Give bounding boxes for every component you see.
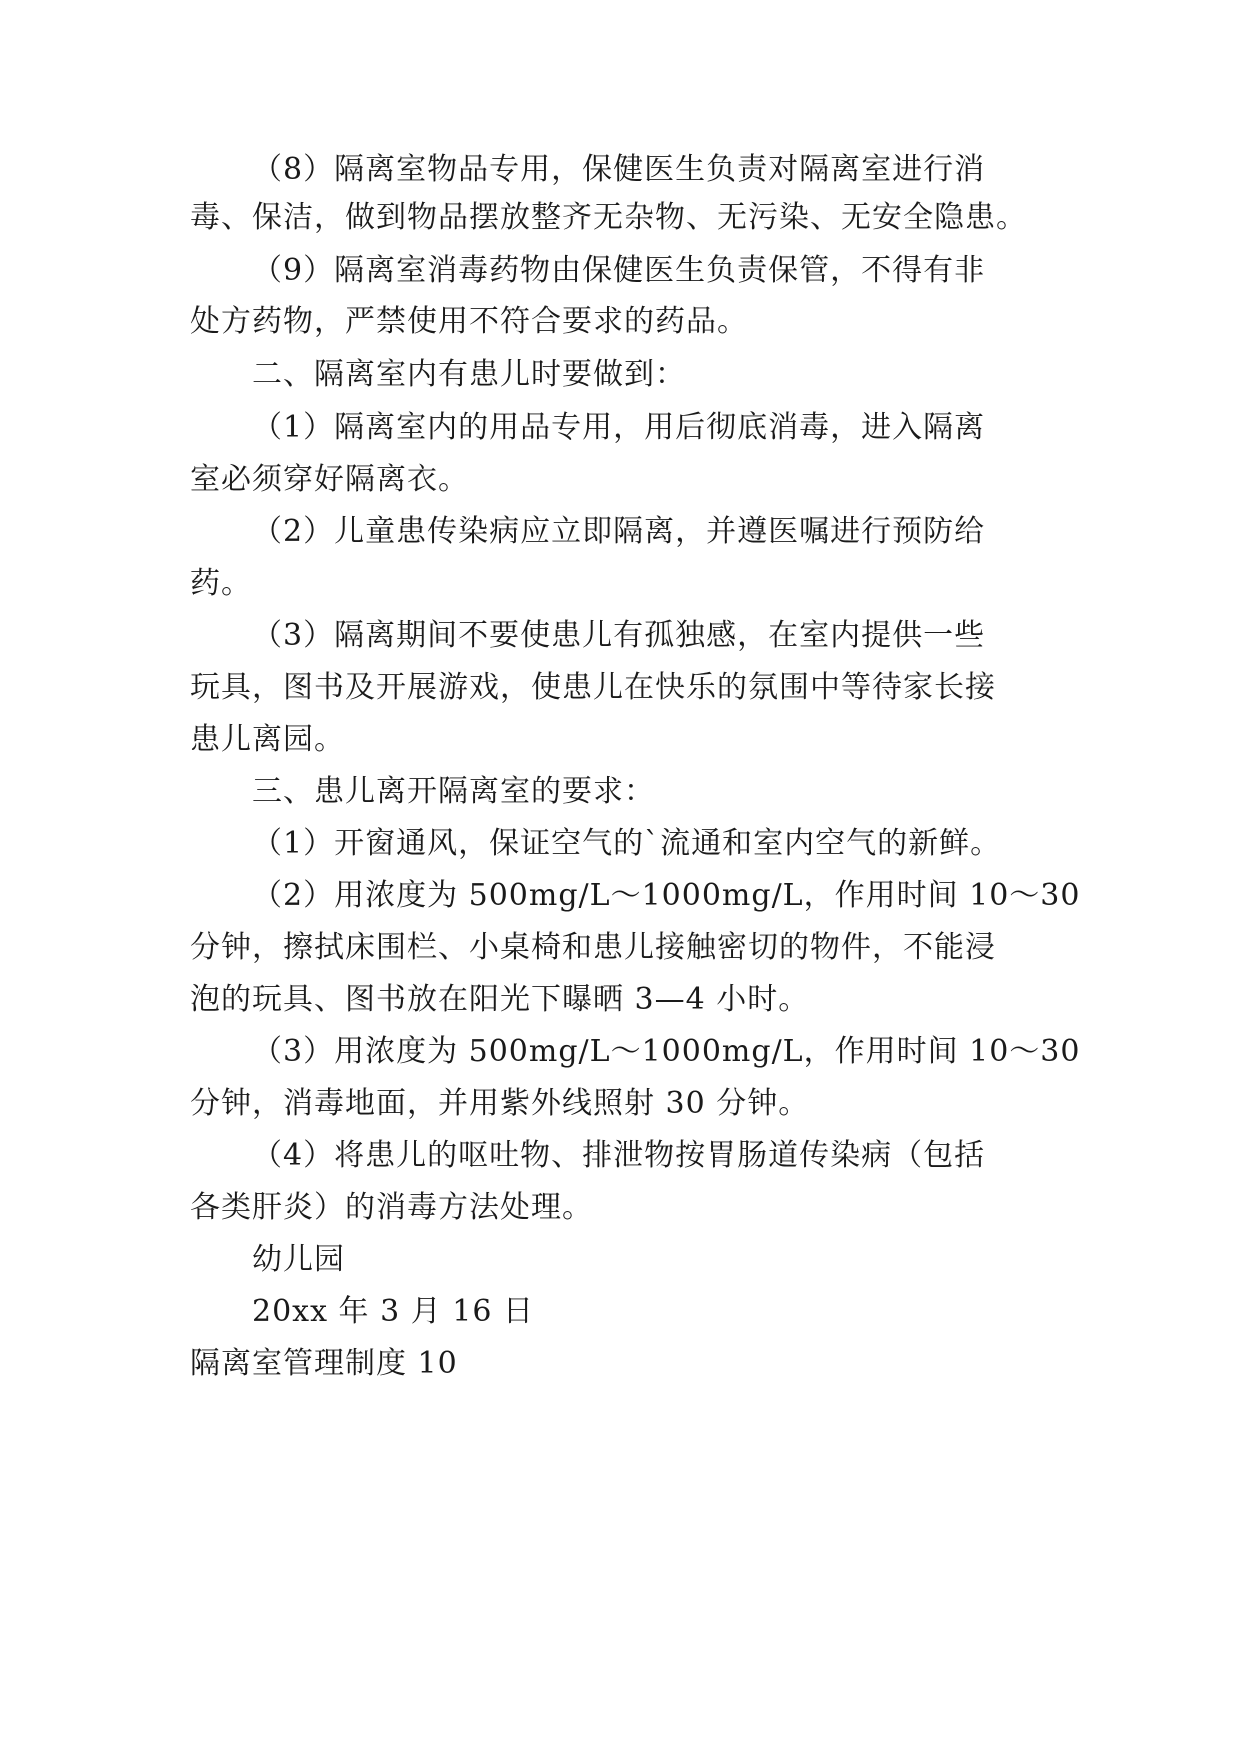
paragraph-line: 玩具，图书及开展游戏，使患儿在快乐的氛围中等待家长接	[190, 670, 996, 705]
paragraph-line: （1）开窗通风，保证空气的`流通和室内空气的新鲜。	[252, 826, 1002, 861]
paragraph-line: （3）用浓度为 500mg/L～1000mg/L，作用时间 10～30	[252, 1034, 1081, 1069]
paragraph-line: （3）隔离期间不要使患儿有孤独感，在室内提供一些	[252, 618, 986, 653]
paragraph-line: 处方药物，严禁使用不符合要求的药品。	[190, 304, 748, 339]
paragraph-line: （1）隔离室内的用品专用，用后彻底消毒，进入隔离	[252, 410, 986, 445]
next-section-title: 隔离室管理制度 10	[190, 1346, 458, 1381]
section-heading: 二、隔离室内有患儿时要做到：	[252, 357, 686, 392]
paragraph-line: 药。	[190, 566, 252, 601]
paragraph-line: 分钟，消毒地面，并用紫外线照射 30 分钟。	[190, 1086, 810, 1121]
paragraph-line: （2）儿童患传染病应立即隔离，并遵医嘱进行预防给	[252, 514, 986, 549]
paragraph-line: （2）用浓度为 500mg/L～1000mg/L，作用时间 10～30	[252, 878, 1081, 913]
paragraph-line: （4）将患儿的呕吐物、排泄物按胃肠道传染病（包括	[252, 1138, 986, 1173]
paragraph-line: 患儿离园。	[190, 722, 345, 757]
paragraph-line: 毒、保洁，做到物品摆放整齐无杂物、无污染、无安全隐患。	[190, 200, 1027, 235]
paragraph-line: 分钟，擦拭床围栏、小桌椅和患儿接触密切的物件，不能浸	[190, 930, 996, 965]
paragraph-line: 各类肝炎）的消毒方法处理。	[190, 1190, 593, 1225]
signature-date: 20xx 年 3 月 16 日	[252, 1294, 534, 1329]
paragraph-line: （9）隔离室消毒药物由保健医生负责保管，不得有非	[252, 253, 986, 288]
section-heading: 三、患儿离开隔离室的要求：	[252, 774, 655, 809]
paragraph-line: 泡的玩具、图书放在阳光下曝晒 3—4 小时。	[190, 982, 810, 1017]
signature-org: 幼儿园	[252, 1242, 345, 1277]
paragraph-line: 室必须穿好隔离衣。	[190, 462, 469, 497]
paragraph-line: （8）隔离室物品专用，保健医生负责对隔离室进行消	[252, 152, 986, 187]
